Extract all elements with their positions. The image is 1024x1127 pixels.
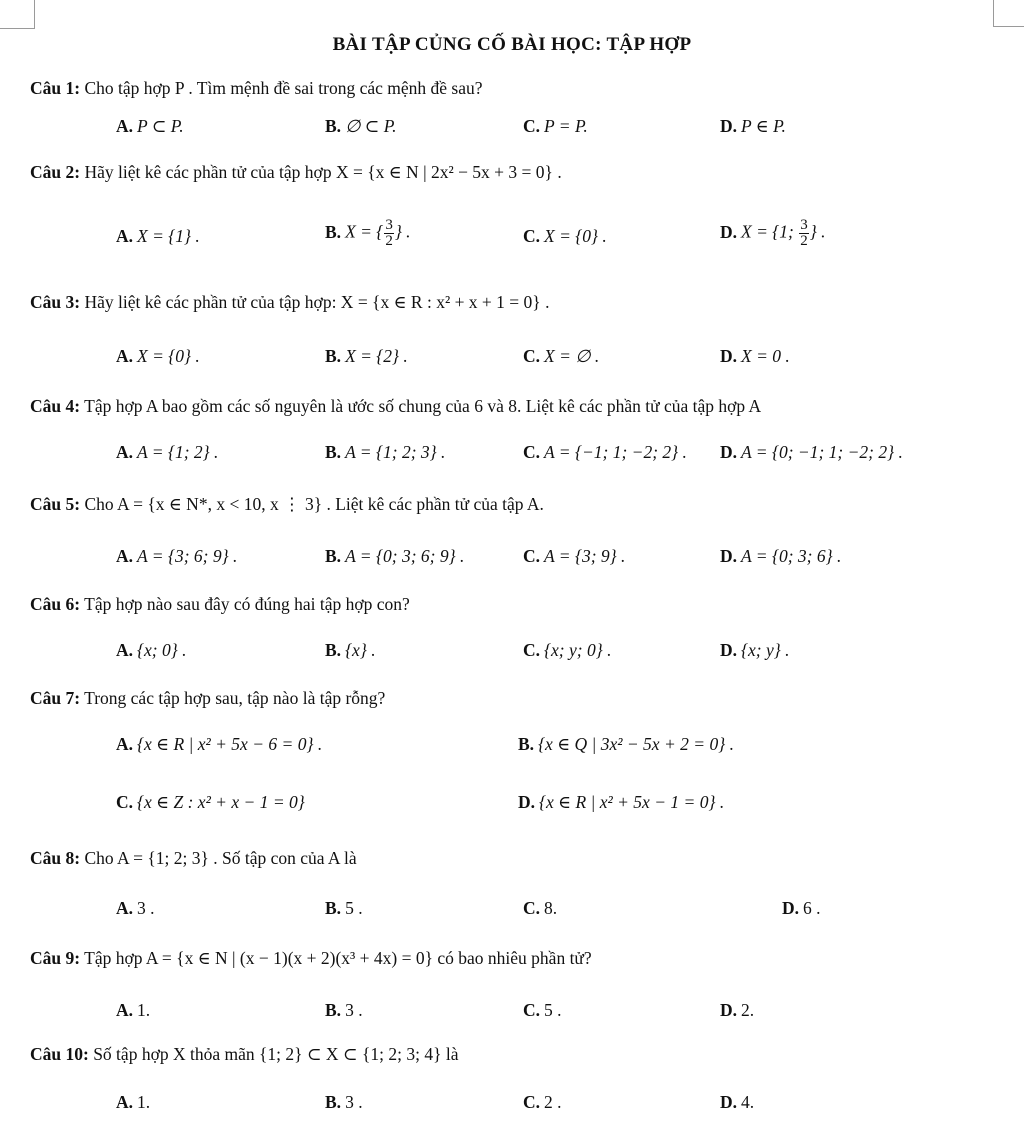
option-label: B.	[325, 346, 342, 366]
q10-option-d[interactable]	[720, 1092, 754, 1113]
q4-option-b[interactable]	[325, 442, 445, 463]
question-4	[30, 396, 761, 417]
option-text: {x ∈ Q | 3x² − 5x + 2 = 0} .	[538, 734, 734, 754]
option-label: C.	[523, 116, 541, 136]
question-text: Tập hợp A = {x ∈ N | (x − 1)(x + 2)(x³ + 4x) = 0} có bao nhiêu phần tử?	[84, 948, 592, 968]
question-text: Tập hợp nào sau đây có đúng hai tập hợp con?	[84, 594, 410, 614]
question-label: Câu 1:	[30, 78, 81, 98]
option-text: A = {0; 3; 6} .	[741, 546, 842, 566]
q8-option-c[interactable]	[523, 898, 557, 919]
q5-option-a[interactable]	[116, 546, 237, 567]
option-text: X = 0 .	[741, 346, 790, 366]
option-label: B.	[325, 116, 342, 136]
q5-option-d[interactable]	[720, 546, 841, 567]
q10-option-c[interactable]	[523, 1092, 562, 1113]
option-text: 5 .	[345, 898, 363, 918]
option-label: C.	[523, 346, 541, 366]
question-2	[30, 162, 562, 183]
option-text: 3 .	[137, 898, 155, 918]
q4-option-a[interactable]	[116, 442, 218, 463]
option-text: X = ∅ .	[544, 346, 600, 366]
question-label: Câu 10:	[30, 1044, 89, 1064]
fraction-numerator: 3	[800, 217, 808, 233]
option-prefix: X = {	[345, 221, 384, 242]
question-6	[30, 594, 410, 615]
q2-option-b[interactable]	[325, 218, 411, 249]
option-label: D.	[720, 221, 738, 242]
q2-option-a[interactable]	[116, 226, 200, 247]
option-suffix: } .	[394, 221, 411, 242]
option-label: A.	[116, 442, 134, 462]
q5-option-b[interactable]	[325, 546, 464, 567]
question-label: Câu 8:	[30, 848, 81, 868]
q1-option-a[interactable]	[116, 116, 184, 137]
question-label: Câu 2:	[30, 162, 81, 182]
option-text: A = {3; 9} .	[544, 546, 626, 566]
q1-option-b[interactable]	[325, 116, 397, 137]
question-9	[30, 948, 592, 969]
option-label: D.	[720, 546, 738, 566]
option-label: B.	[325, 640, 342, 660]
q3-option-a[interactable]	[116, 346, 200, 367]
question-text: Cho tập hợp P . Tìm mệnh đề sai trong các mệnh đề sau?	[84, 78, 483, 98]
q8-option-b[interactable]	[325, 898, 363, 919]
option-text: 3 .	[345, 1000, 363, 1020]
option-label: A.	[116, 1092, 134, 1112]
q5-option-c[interactable]	[523, 546, 625, 567]
page-title: BÀI TẬP CỦNG CỐ BÀI HỌC: TẬP HỢP	[332, 34, 692, 55]
option-label: B.	[518, 734, 535, 754]
q4-option-c[interactable]	[523, 442, 687, 463]
q7-option-c[interactable]	[116, 792, 305, 813]
q9-option-c[interactable]	[523, 1000, 562, 1021]
option-label: C.	[523, 546, 541, 566]
option-text: 1.	[137, 1092, 151, 1112]
option-label: A.	[116, 898, 134, 918]
fraction-denominator: 2	[385, 233, 393, 249]
question-5	[30, 494, 544, 515]
question-label: Câu 4:	[30, 396, 81, 416]
question-label: Câu 9:	[30, 948, 81, 968]
q9-option-b[interactable]	[325, 1000, 363, 1021]
q3-option-d[interactable]	[720, 346, 790, 367]
q7-option-a[interactable]	[116, 734, 322, 755]
option-text: 2 .	[544, 1092, 562, 1112]
option-text: X = {0} .	[544, 226, 607, 246]
question-1	[30, 78, 483, 99]
option-text: A = {3; 6; 9} .	[137, 546, 238, 566]
question-3	[30, 292, 549, 313]
fraction	[799, 218, 809, 249]
q3-option-b[interactable]	[325, 346, 408, 367]
option-prefix: X = {1;	[741, 221, 799, 242]
option-label: D.	[782, 898, 800, 918]
option-label: D.	[720, 1092, 738, 1112]
question-8	[30, 848, 357, 869]
option-label: B.	[325, 898, 342, 918]
option-label: B.	[325, 221, 342, 242]
option-text: {x ∈ Z : x² + x − 1 = 0}	[137, 792, 305, 812]
q2-option-c[interactable]	[523, 226, 607, 247]
q6-option-b[interactable]	[325, 640, 376, 661]
option-text: {x} .	[345, 640, 376, 660]
option-text: A = {0; 3; 6; 9} .	[345, 546, 465, 566]
q8-option-a[interactable]	[116, 898, 155, 919]
option-label: D.	[720, 1000, 738, 1020]
option-label: B.	[325, 546, 342, 566]
option-text: P ∈ P.	[741, 116, 786, 136]
q8-option-d[interactable]	[782, 898, 821, 919]
option-label: A.	[116, 1000, 134, 1020]
q7-option-b[interactable]	[518, 734, 734, 755]
option-label: A.	[116, 640, 134, 660]
option-text: 4.	[741, 1092, 755, 1112]
option-label: C.	[523, 640, 541, 660]
option-text: 1.	[137, 1000, 151, 1020]
question-text: Hãy liệt kê các phần tử của tập hợp X = {x ∈ N | 2x² − 5x + 3 = 0} .	[84, 162, 562, 182]
fraction	[384, 218, 394, 249]
q7-option-d[interactable]	[518, 792, 724, 813]
fraction-denominator: 2	[800, 233, 808, 249]
question-label: Câu 5:	[30, 494, 81, 514]
option-text: P ⊂ P.	[137, 116, 184, 136]
q3-option-c[interactable]	[523, 346, 599, 367]
page-corner-mark-left	[0, 0, 35, 29]
option-text: 2.	[741, 1000, 755, 1020]
question-label: Câu 3:	[30, 292, 81, 312]
option-text: ∅ ⊂ P.	[345, 116, 397, 136]
option-suffix: } .	[809, 221, 826, 242]
option-label: D.	[720, 116, 738, 136]
q10-option-a[interactable]	[116, 1092, 150, 1113]
option-text: {x; 0} .	[137, 640, 187, 660]
option-text: 5 .	[544, 1000, 562, 1020]
option-text: {x; y; 0} .	[544, 640, 612, 660]
option-text: X = {2} .	[345, 346, 408, 366]
option-label: D.	[518, 792, 536, 812]
q10-option-b[interactable]	[325, 1092, 363, 1113]
q1-option-d[interactable]	[720, 116, 786, 137]
question-text: Trong các tập hợp sau, tập nào là tập rỗng?	[84, 688, 386, 708]
option-label: C.	[523, 898, 541, 918]
option-label: C.	[116, 792, 134, 812]
option-text: A = {1; 2} .	[137, 442, 219, 462]
option-text: {x; y} .	[741, 640, 790, 660]
q4-option-d[interactable]	[720, 442, 903, 463]
fraction-numerator: 3	[385, 217, 393, 233]
question-10	[30, 1044, 458, 1065]
q6-option-d[interactable]	[720, 640, 790, 661]
option-label: A.	[116, 546, 134, 566]
option-text: A = {1; 2; 3} .	[345, 442, 446, 462]
option-text: {x ∈ R | x² + 5x − 1 = 0} .	[539, 792, 725, 812]
question-label: Câu 7:	[30, 688, 81, 708]
option-text: P = P.	[544, 116, 588, 136]
option-label: D.	[720, 346, 738, 366]
option-text: X = {0} .	[137, 346, 200, 366]
option-text: X = {1} .	[137, 226, 200, 246]
q2-option-d[interactable]	[720, 218, 825, 249]
question-text: Cho A = {1; 2; 3} . Số tập con của A là	[84, 848, 357, 868]
q9-option-a[interactable]	[116, 1000, 150, 1021]
question-text: Hãy liệt kê các phần tử của tập hợp: X = {x ∈ R : x² + x + 1 = 0} .	[84, 292, 550, 312]
option-text: A = {−1; 1; −2; 2} .	[544, 442, 687, 462]
question-text: Cho A = {x ∈ N*, x < 10, x ⋮ 3} . Liệt kê các phần tử của tập A.	[84, 494, 544, 514]
question-label: Câu 6:	[30, 594, 81, 614]
question-text: Tập hợp A bao gồm các số nguyên là ước số chung của 6 và 8. Liệt kê các phần tử của tập hợp A	[84, 396, 762, 416]
question-7	[30, 688, 385, 709]
option-label: A.	[116, 116, 134, 136]
option-label: C.	[523, 226, 541, 246]
option-text: A = {0; −1; 1; −2; 2} .	[741, 442, 903, 462]
question-text: Số tập hợp X thỏa mãn {1; 2} ⊂ X ⊂ {1; 2; 3; 4} là	[93, 1044, 459, 1064]
page-corner-mark-right	[993, 0, 1024, 27]
option-text: 3 .	[345, 1092, 363, 1112]
option-text: 6 .	[803, 898, 821, 918]
option-label: C.	[523, 1000, 541, 1020]
option-text: {x ∈ R | x² + 5x − 6 = 0} .	[137, 734, 323, 754]
option-label: A.	[116, 226, 134, 246]
option-label: A.	[116, 734, 134, 754]
q6-option-c[interactable]	[523, 640, 611, 661]
option-label: B.	[325, 1092, 342, 1112]
option-label: C.	[523, 442, 541, 462]
option-text: 8.	[544, 898, 558, 918]
option-label: B.	[325, 1000, 342, 1020]
option-label: A.	[116, 346, 134, 366]
option-label: C.	[523, 1092, 541, 1112]
q9-option-d[interactable]	[720, 1000, 754, 1021]
option-label: D.	[720, 442, 738, 462]
q6-option-a[interactable]	[116, 640, 186, 661]
option-label: D.	[720, 640, 738, 660]
q1-option-c[interactable]	[523, 116, 588, 137]
option-label: B.	[325, 442, 342, 462]
